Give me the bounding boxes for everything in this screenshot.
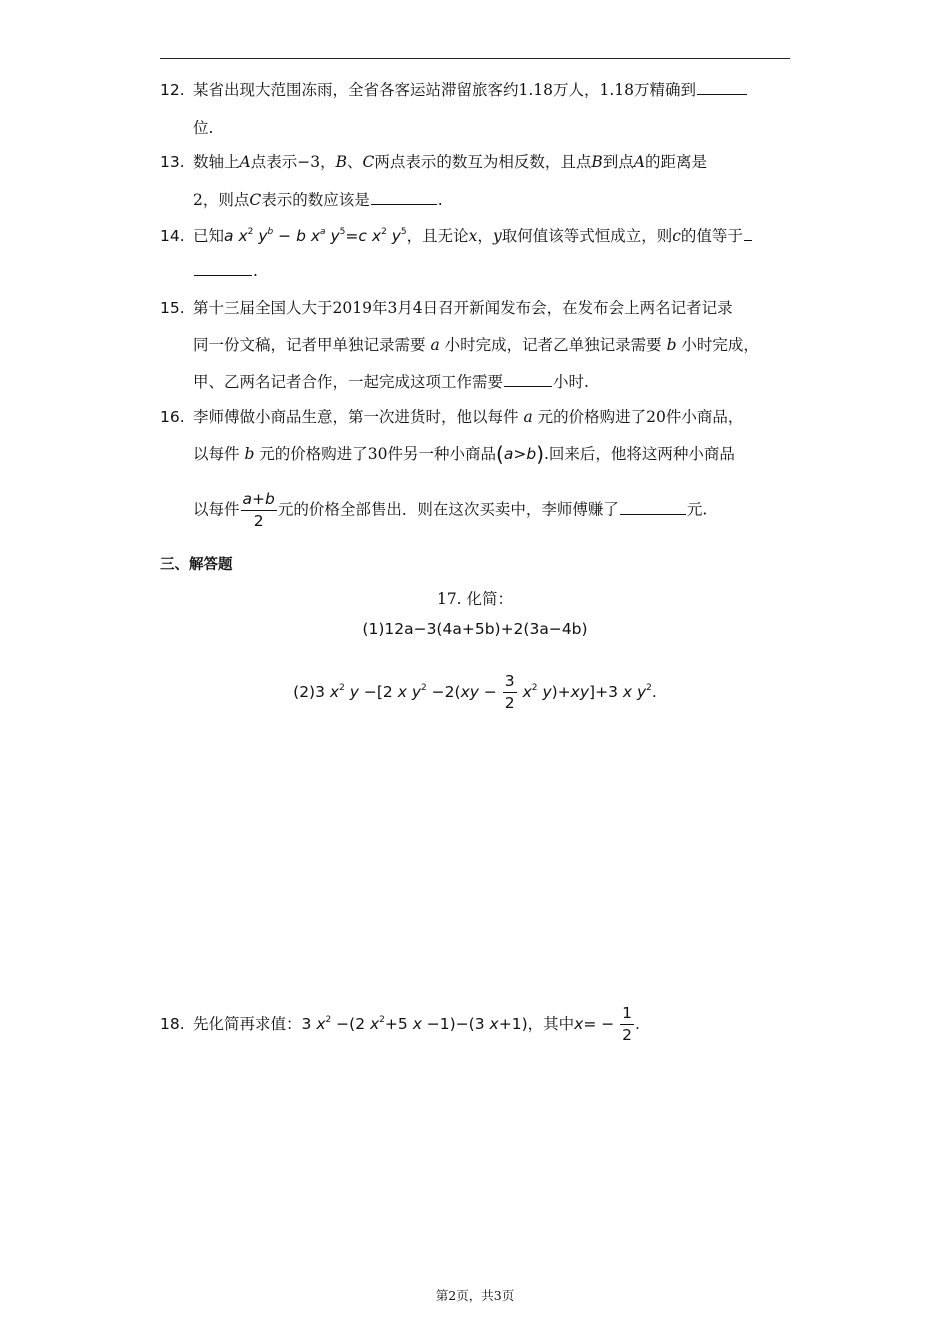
question-17-part1: (1)12a−3(4a+5b)+2(3a−4b) bbox=[362, 620, 588, 638]
question-number: 12. bbox=[160, 81, 185, 99]
question-12-line2: 位. bbox=[193, 119, 214, 137]
answer-blank bbox=[697, 93, 747, 95]
answer-blank bbox=[504, 385, 552, 387]
question-15-line3: 甲、乙两名记者合作，一起完成这项工作需要 小时. bbox=[193, 373, 589, 391]
question-15-line1: 15. 第十三届全国人大于2019年3月4日召开新闻发布会，在发布会上两名记者记录 bbox=[160, 299, 733, 317]
question-18: 18. 先化简再求值：3 $x^2 -(2$ $x^2+5$ x −1)−(3 x+1)，其中x= − $\frac{1}{2}$ . bbox=[160, 1004, 640, 1044]
question-13-line1: 13. 数轴上A点表示−3，B、C两点表示的数互为相反数，且点B到点A的距离是 bbox=[160, 153, 707, 171]
question-12-line1: 12. 某省出现大范围冻雨，全省各客运站滞留旅客约1.18万人，1.18万精确到 bbox=[160, 78, 800, 100]
question-15-line2: 同一份文稿，记者甲单独记录需要 a 小时完成，记者乙单独记录需要 b 小时完成， bbox=[193, 336, 759, 354]
page-footer: 第2页，共3页 bbox=[435, 1288, 515, 1303]
question-17-title: 17. 化简： bbox=[436, 590, 514, 608]
q14-equation: a $x^2$ $y^b - b$ $x^a$ $y^5=c$ $x^2$ $y^5$ bbox=[224, 227, 407, 245]
question-16-line1: 16. 李师傅做小商品生意，第一次进货时，他以每件 a 元的价格购进了20件小商品， bbox=[160, 408, 744, 426]
question-14-line1: 14. 已知a $x^2$ $y^b - b$ $x^a$ $y^5=c$ $x^2$ $y^5$，且无论x，y取何值该等式恒成立，则c的值等于 bbox=[160, 224, 800, 246]
question-13-line2: 2，则点C表示的数应该是 . bbox=[193, 191, 443, 209]
header-rule bbox=[160, 58, 790, 59]
question-17-part2: (2)3 $x^2$ y −[2 x $y^2 -2(xy$ − $\frac{3}{2}$ $x^2$ y)+xy]+3 x $y^2$. bbox=[293, 672, 657, 712]
question-14-line2: . bbox=[193, 262, 833, 280]
answer-blank bbox=[620, 513, 686, 515]
answer-blank bbox=[371, 203, 437, 205]
question-16-line3: 以每件 $\frac{a+b}{2}$ 元的价格全部售出．则在这次买卖中，李师傅赚了 元. bbox=[193, 490, 708, 530]
question-16-line2: 以每件 b 元的价格购进了30件另一种小商品(a>b).回来后，他将这两种小商品 bbox=[193, 442, 735, 466]
q18-expression: 3 $x^2 -(2$ $x^2+5$ x −1)−(3 x+1) bbox=[301, 1015, 528, 1033]
answer-blank bbox=[194, 274, 252, 276]
fraction-a-plus-b-over-2: $\frac{a+b}{2}$ bbox=[242, 490, 275, 530]
section-heading: 三、解答题 bbox=[160, 557, 233, 573]
